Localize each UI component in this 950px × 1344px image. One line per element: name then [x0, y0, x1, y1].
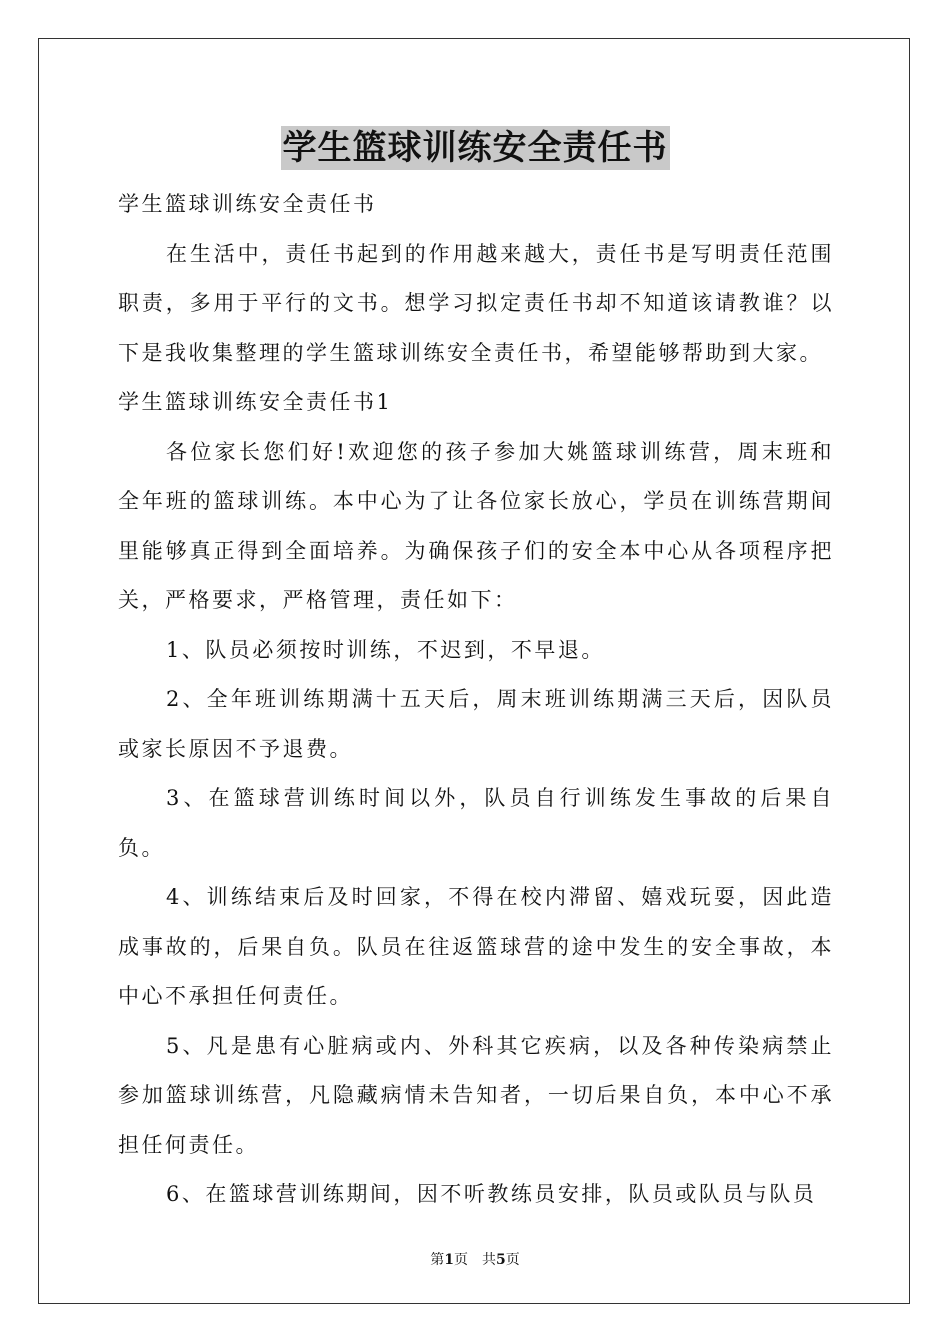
- document-title: 学生篮球训练安全责任书: [282, 128, 668, 168]
- document-body: [118, 180, 834, 1220]
- page-footer: [0, 1249, 950, 1269]
- document-subtitle: 学生篮球训练安全责任书: [118, 192, 377, 216]
- section-heading: 学生篮球训练安全责任书1: [118, 390, 393, 414]
- page-prefix: 第: [430, 1252, 445, 1268]
- rule-item: 3、在篮球营训练时间以外，队员自行训练发生事故的后果自负。: [118, 786, 834, 860]
- rule-item: 2、全年班训练期满十五天后，周末班训练期满三天后，因队员或家长原因不予退费。: [118, 687, 834, 761]
- rule-item: 4、训练结束后及时回家，不得在校内滞留、嬉戏玩耍，因此造成事故的，后果自负。队员在往返篮球营的途中发生的安全事故，本中心不承担任何责任。: [118, 885, 834, 1008]
- page-suffix: 页: [454, 1252, 468, 1268]
- intro-paragraph: 在生活中，责任书起到的作用越来越大，责任书是写明责任范围职责，多用于平行的文书。想学习拟定责任书却不知道该请教谁？以下是我收集整理的学生篮球训练安全责任书，希望能够帮助到大家。: [118, 241, 834, 365]
- title-container: [0, 126, 950, 170]
- rule-item: 1、队员必须按时训练，不迟到，不早退。: [166, 637, 605, 662]
- current-page-number: 1: [444, 1252, 454, 1268]
- total-suffix: 页: [505, 1252, 520, 1268]
- total-prefix: 共: [482, 1252, 496, 1268]
- rule-item: 5、凡是患有心脏病或内、外科其它疾病，以及各种传染病禁止参加篮球训练营，凡隐藏病情未告知者，一切后果自负，本中心不承担任何责任。: [118, 1033, 834, 1157]
- body-paragraph: 各位家长您们好!欢迎您的孩子参加大姚篮球训练营，周末班和全年班的篮球训练。本中心为了让各位家长放心，学员在训练营期间里能够真正得到全面培养。为确保孩子们的安全本中心从各项程序把关，严格要求，严格管理，责任如下：: [118, 439, 834, 612]
- rule-item: 6、在篮球营训练期间，因不听教练员安排，队员或队员与队员: [166, 1182, 817, 1206]
- total-page-number: 5: [496, 1252, 506, 1268]
